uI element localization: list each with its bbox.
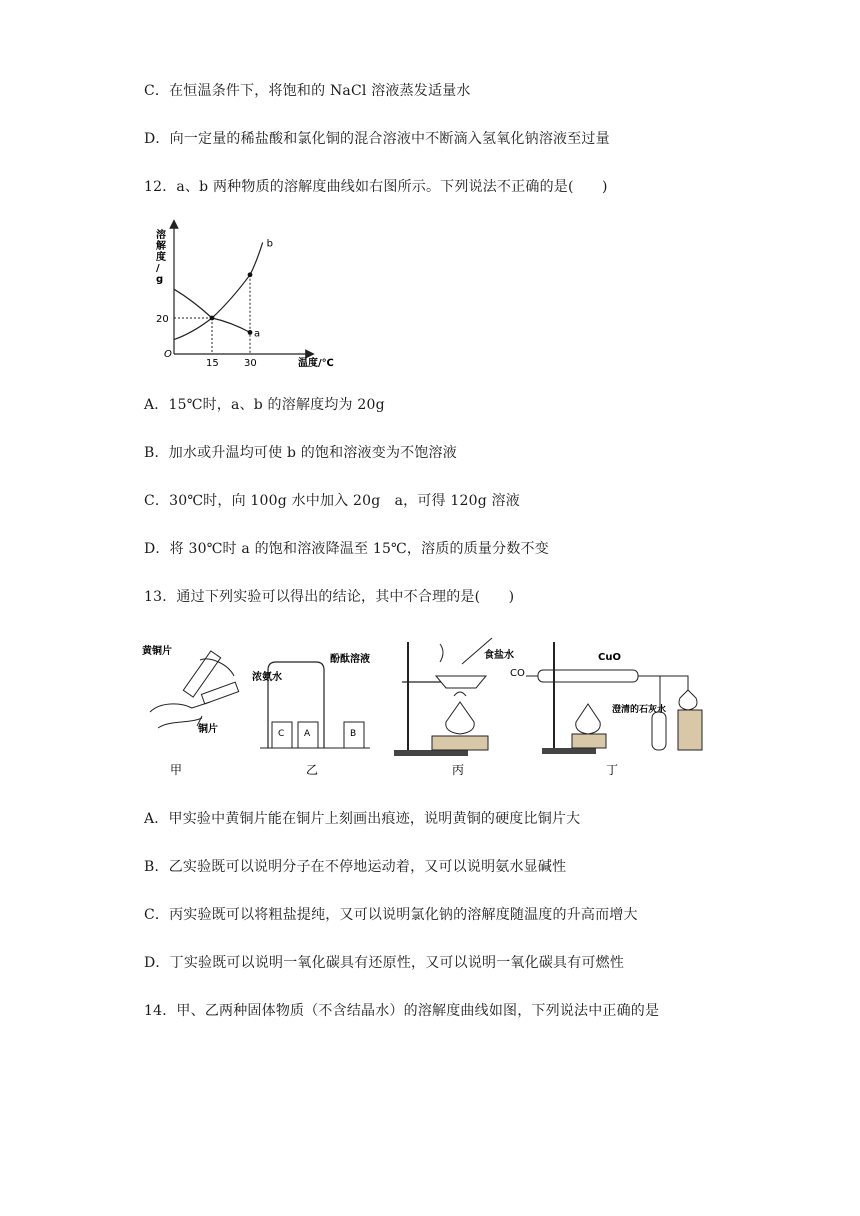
option-13b: B．乙实验既可以说明分子在不停地运动着，又可以说明氨水显碱性 — [144, 859, 567, 875]
label-phenol: 酚酞溶液 — [330, 654, 370, 665]
option-12b: B．加水或升温均可使 b 的饱和溶液变为不饱溶液 — [144, 445, 457, 461]
option-12c: C．30℃时，向 100g 水中加入 20g a，可得 120g 溶液 — [144, 493, 520, 509]
series-a-line — [174, 289, 250, 332]
figure-bing — [394, 638, 514, 777]
label-copper: 铜片 — [198, 724, 218, 735]
x-tick-15: 15 — [206, 358, 219, 369]
caption-jia: 甲 — [170, 763, 183, 777]
y-tick-20: 20 — [156, 314, 169, 325]
series-b-line — [174, 242, 263, 339]
question-13: 13．通过下列实验可以得出的结论，其中不合理的是( ) — [144, 589, 515, 605]
experiment-figures — [140, 632, 720, 782]
solubility-chart — [150, 218, 350, 378]
option-11d: D．向一定量的稀盐酸和氯化铜的混合溶液中不断滴入氢氧化钠溶液至过量 — [144, 131, 610, 147]
figure-jia — [142, 644, 239, 777]
question-12: 12．a、b 两种物质的溶解度曲线如右图所示。下列说法不正确的是( ) — [144, 179, 608, 195]
point-b-30 — [248, 272, 253, 277]
x-tick-30: 30 — [244, 358, 257, 369]
label-salt: 食盐水 — [484, 650, 514, 661]
caption-ding: 丁 — [606, 763, 619, 777]
series-a-label: a — [254, 328, 261, 340]
question-14: 14．甲、乙两种固体物质（不含结晶水）的溶解度曲线如图，下列说法中正确的是 — [144, 1003, 660, 1019]
option-13d: D．丁实验既可以说明一氧化碳具有还原性，又可以说明一氧化碳具有可燃性 — [144, 955, 625, 971]
point-a-30 — [248, 330, 253, 335]
option-13c: C．丙实验既可以将粗盐提纯，又可以说明氯化钠的溶解度随温度的升高而增大 — [144, 907, 638, 923]
option-12d: D．将 30℃时 a 的饱和溶液降温至 15℃，溶质的质量分数不变 — [144, 541, 549, 557]
label-ammonia: 浓氨水 — [252, 672, 282, 683]
caption-yi: 乙 — [306, 763, 319, 777]
label-lime: 澄清的石灰水 — [612, 705, 667, 715]
point-intersection — [210, 316, 215, 321]
x-axis-label: 温度/℃ — [298, 358, 334, 369]
option-11c: C．在恒温条件下，将饱和的 NaCl 溶液蒸发适量水 — [144, 83, 471, 99]
beaker-c-label: C — [278, 729, 285, 739]
label-cuo: CuO — [598, 652, 621, 663]
label-co: CO — [510, 668, 525, 679]
beaker-b-label: B — [350, 729, 357, 739]
figure-ding — [510, 642, 702, 777]
option-13a: A．甲实验中黄铜片能在铜片上刻画出痕迹，说明黄铜的硬度比铜片大 — [144, 811, 581, 827]
figure-yi — [252, 652, 370, 777]
option-12a: A．15℃时，a、b 的溶解度均为 20g — [144, 397, 385, 413]
series-b-label: b — [266, 238, 274, 250]
beaker-a-label: A — [304, 729, 311, 739]
caption-bing: 丙 — [452, 763, 465, 777]
origin-label: O — [164, 349, 172, 360]
y-axis-label: 溶解度/ g — [156, 230, 166, 285]
label-brass: 黄铜片 — [142, 646, 172, 657]
